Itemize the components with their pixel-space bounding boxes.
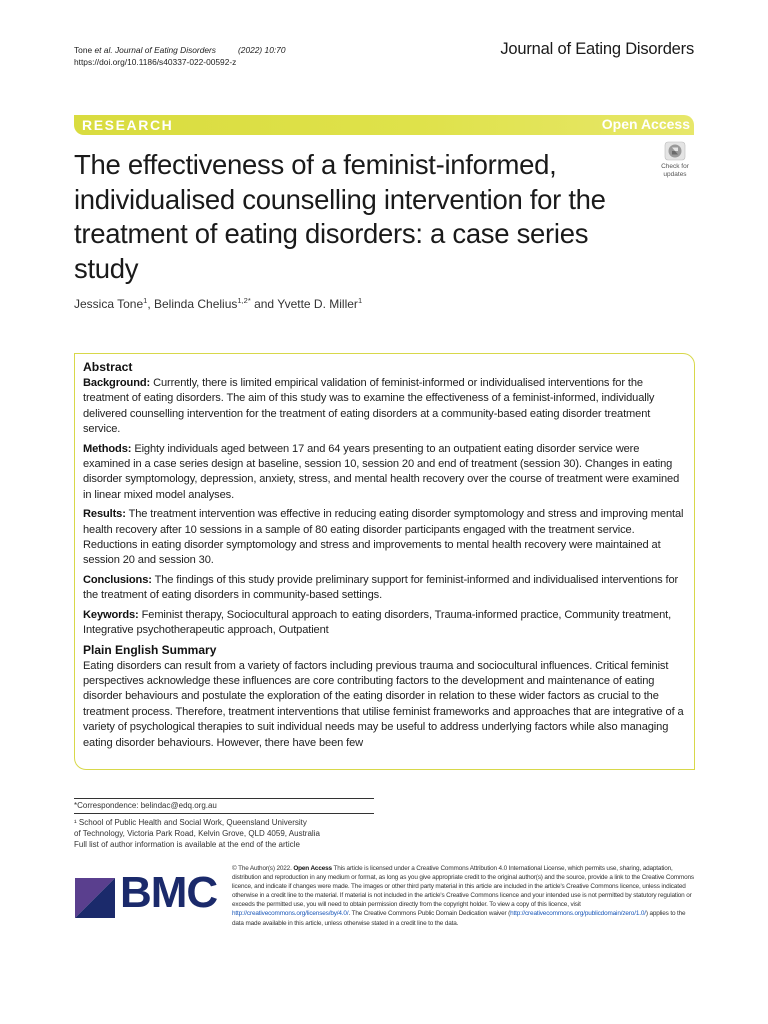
abstract-methods (83, 442, 687, 504)
methods-label: Methods: (83, 442, 132, 455)
crossmark-icon (662, 141, 688, 161)
journal-name: Journal of Eating Disorders (500, 40, 694, 58)
author-list (74, 296, 362, 311)
plain-english-summary-heading: Plain English Summary (83, 642, 217, 657)
footnote-rule (74, 798, 374, 799)
bmc-logo-text: BMC (120, 868, 218, 917)
author-affiliation-mark: 1 (357, 296, 363, 305)
background-label: Background: (83, 377, 151, 389)
abstract-results (83, 507, 687, 569)
section-banner (74, 115, 694, 135)
author-affiliation-mark: 1 (143, 296, 148, 305)
citation-journal: et al. Journal of Eating Disorders (94, 45, 216, 55)
section-label: RESEARCH (82, 117, 174, 133)
keywords-label: Keywords: (83, 608, 139, 621)
results-label: Results: (83, 508, 126, 521)
article-title: The effectiveness of a feminist-informed, individualised counselling intervention for the treatment of eating disorders: a case series study (74, 149, 606, 284)
conclusions-text: The findings of this study provide preliminary support for feminist-informed and individualised interventions for the treatment of eating disorders in community-based settings. (83, 573, 679, 602)
citation-authors: Tone (74, 45, 95, 55)
author-separator: and (250, 297, 278, 311)
author-info-note: Full list of author information is available at the end of the article (74, 840, 300, 849)
author-affiliation-mark: 1,2* (237, 296, 251, 305)
license-statement: © The Author(s) 2022. Open Access This article is licensed under a Creative Commons Attribution 4.0 International License, which permits use, sharing, adaptation, distribution and reproduction in any medium or format, as long as you give appropriate credit to the original author(s) and the source, provide a link to the Creative Commons licence, and indicate if changes were made. The images or other third party material in this article are included in the article's Creative Commons licence, unless indicated otherwise in a credit line to the material. If material is not included in the article's Creative Commons licence and your intended use is not permitted by statutory regulation or exceeds the permitted use, you will need to obtain permission directly from the copyright holder. To view a copy of this licence, visit http://creativecommons.org/licenses/by/4.0/. The Creative Commons Public Domain Dedication waiver (http://creativecommons.org/publicdomain/zero/1.0/) applies to the data made available in this article, unless otherwise stated in a credit line to the data. (232, 865, 694, 927)
running-header (74, 44, 286, 68)
abstract-background (83, 376, 687, 438)
background-text: Currently, there is limited empirical validation of feminist-informed or individualised interventions for the treatment of eating disorders. The aim of this study was to examine the effectiveness of a feminist-informed, individually delivered counselling intervention for the treatment of eating disorders at a community-based eating disorder treatment service. (83, 377, 655, 436)
author-name[interactable]: Belinda Chelius (154, 297, 238, 311)
author-name[interactable]: Jessica Tone (74, 297, 144, 311)
conclusions-label: Conclusions: (83, 573, 152, 586)
check-for-updates-badge[interactable] (655, 141, 695, 181)
citation-year: (2022) 10:70 (238, 45, 286, 55)
abstract-heading: Abstract (83, 360, 133, 374)
abstract-box (74, 353, 695, 770)
cc-by-link[interactable]: http://creativecommons.org/licenses/by/4.0/ (232, 910, 349, 918)
abstract-conclusions (83, 573, 687, 604)
methods-text: Eighty individuals aged between 17 and 64 years presenting to an outpatient eating disorder service were examined in a case series design at baseline, session 10, session 20 and end of treatment (session 30). Changes in eating disorder symptomology, depression, anxiety, stress, and mental health recovery over the course of treatment were examined in linear mixed model analyses. (83, 442, 680, 501)
cc-zero-link[interactable]: http://creativecommons.org/publicdomain/zero/1.0/ (510, 910, 646, 918)
results-text: The treatment intervention was effective in reducing eating disorder symptomology and stress and improving mental health recovery after 10 sessions in a sample of 80 eating disorder participants engaged with the treatment service. Reductions in eating disorder symptomology and stress and improvements to mental health recovery were maintained at session 20 and session 30. (83, 508, 684, 567)
author-name[interactable]: Yvette D. Miller (277, 297, 358, 311)
footnote-rule (74, 813, 374, 814)
open-access-label: Open Access (601, 116, 690, 132)
crossmark-label: Check for updates (661, 163, 689, 178)
doi-link[interactable]: https://doi.org/10.1186/s40337-022-00592-z (74, 57, 237, 67)
open-access-text: Open Access (293, 865, 332, 872)
plain-english-summary-text: Eating disorders can result from a variety of factors including previous trauma and sociocultural influences. Critical feminist perspectives acknowledge these influences are core contributing factors to the development and maintenance of eating disorder behaviours and postulate the exploration of the eating disorder in relation to these wider factors as crucial to the treatment process. Therefore, treatment interventions that utilise feminist frameworks and approaches that are integrative of a variety of psychological therapies to suit individual needs may be useful to address underlying factors while also managing eating disorder behaviours. However, there have been few (83, 659, 684, 749)
citation-line (74, 44, 286, 56)
abstract-keywords (83, 608, 687, 639)
author-separator: , (147, 297, 154, 311)
keywords-text: Feminist therapy, Sociocultural approach to eating disorders, Trauma-informed practice, Community treatment, Integrative psychotherapeutic approach, Outpatient (83, 608, 672, 637)
affiliation-note: ¹ School of Public Health and Social Work, Queensland University of Technology, Victoria Park Road, Kelvin Grove, QLD 4059, Australia Full list of author information is available at the end of the article (74, 818, 320, 849)
correspondence-note: *Correspondence: belindac@edq.org.au (74, 801, 217, 810)
